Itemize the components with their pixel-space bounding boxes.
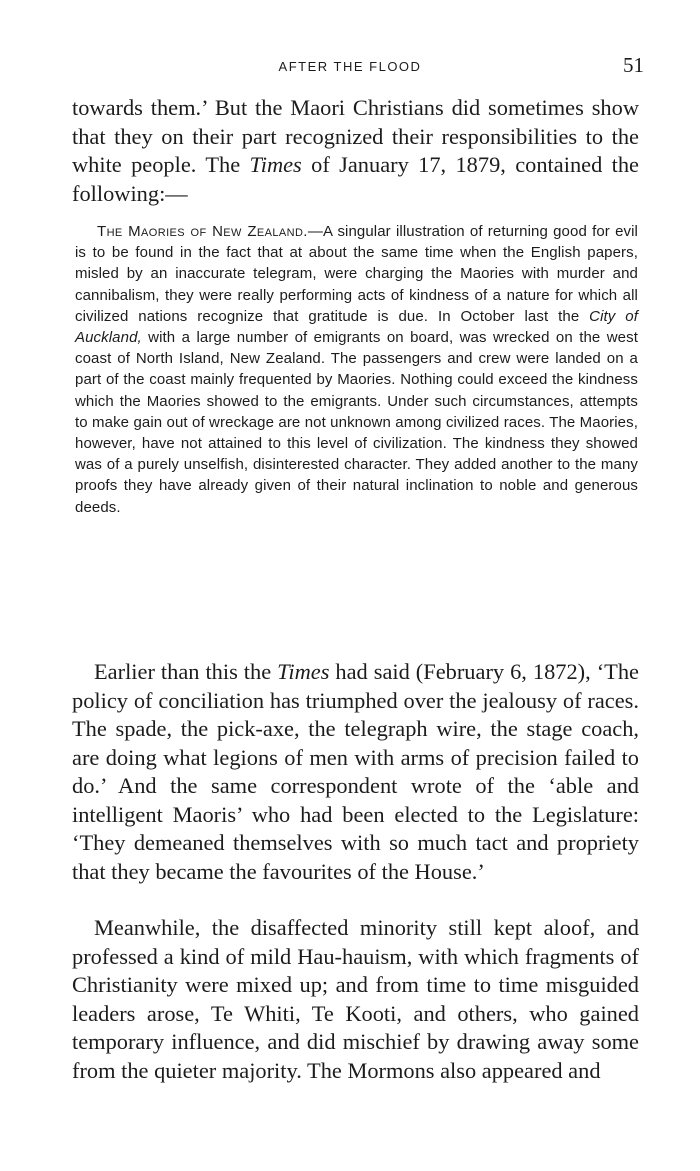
quote-heading: The Maories of New Zealand. (97, 223, 308, 240)
running-title: AFTER THE FLOOD (278, 59, 422, 74)
quote-ship-name: City of Auckland, (75, 307, 638, 347)
paragraph-2-text-a: Earlier than this the (94, 659, 278, 684)
paragraph-3-text: Meanwhile, the disaffected minority still kept aloof, and professed a kind of mild Hau-hauism, with which fragments of Christianity were mixed up; and from time to time misguided leaders arose, Te Whiti, Te Kooti, and others, who gained temporary influence, and did mischief by drawing away some from the quieter majority. The Mormons also appeared and (72, 915, 639, 1083)
quote-text-b: with a large number of emigrants on board, was wrecked on the west coast of North Island, New Zealand. The passengers and crew were landed on a part of the coast mainly frequented by Maories. Nothing could exceed the kindness which the Maories showed to the emigrants. Under such circumstances, attempts to make gain out of wreckage are not unknown among civilized races. The Maories, however, have not attained to this level of civilization. The kindness they showed was of a purely unselfish, disinterested character. They added another to the many proofs they have already given of their natural inclination to noble and generous deeds. (75, 329, 638, 516)
paragraph-2 (72, 658, 639, 886)
paragraph-3 (72, 914, 639, 1085)
running-head (0, 53, 700, 80)
paragraph-2-text-b: had said (February 6, 1872), ‘The policy of conciliation has triumphed over the jealousy of races. The spade, the pick-axe, the telegraph wire, the stage coach, are doing what legions of men with arms of precision failed to do.’ And the same correspondent wrote of the ‘able and intelligent Maoris’ who had been elected to the Legislature: ‘They demeaned themselves with so much tact and propriety that they became the favourites of the House.’ (72, 659, 639, 884)
paragraph-1-text-a: towards them.’ But the Maori Christians did sometimes show that they on their part recognized their responsibilities to the white people. The (72, 95, 639, 177)
paragraph-1 (72, 94, 639, 208)
paragraph-2-italic: Times (277, 659, 330, 684)
paragraph-1-text-b: of January 17, 1879, contained the following:— (72, 152, 639, 206)
quote-text-a: —A singular illustration of returning good for evil is to be found in the fact that at about the same time when the English papers, misled by an inaccurate telegram, were charging the Maories with murder and cannibalism, they were really performing acts of kindness of a nature for which all civilized nations recognize that gratitude is due. In October last the (75, 223, 638, 325)
paragraph-1-italic: Times (249, 152, 302, 177)
page-number: 51 (623, 53, 644, 77)
quoted-extract (75, 221, 638, 518)
